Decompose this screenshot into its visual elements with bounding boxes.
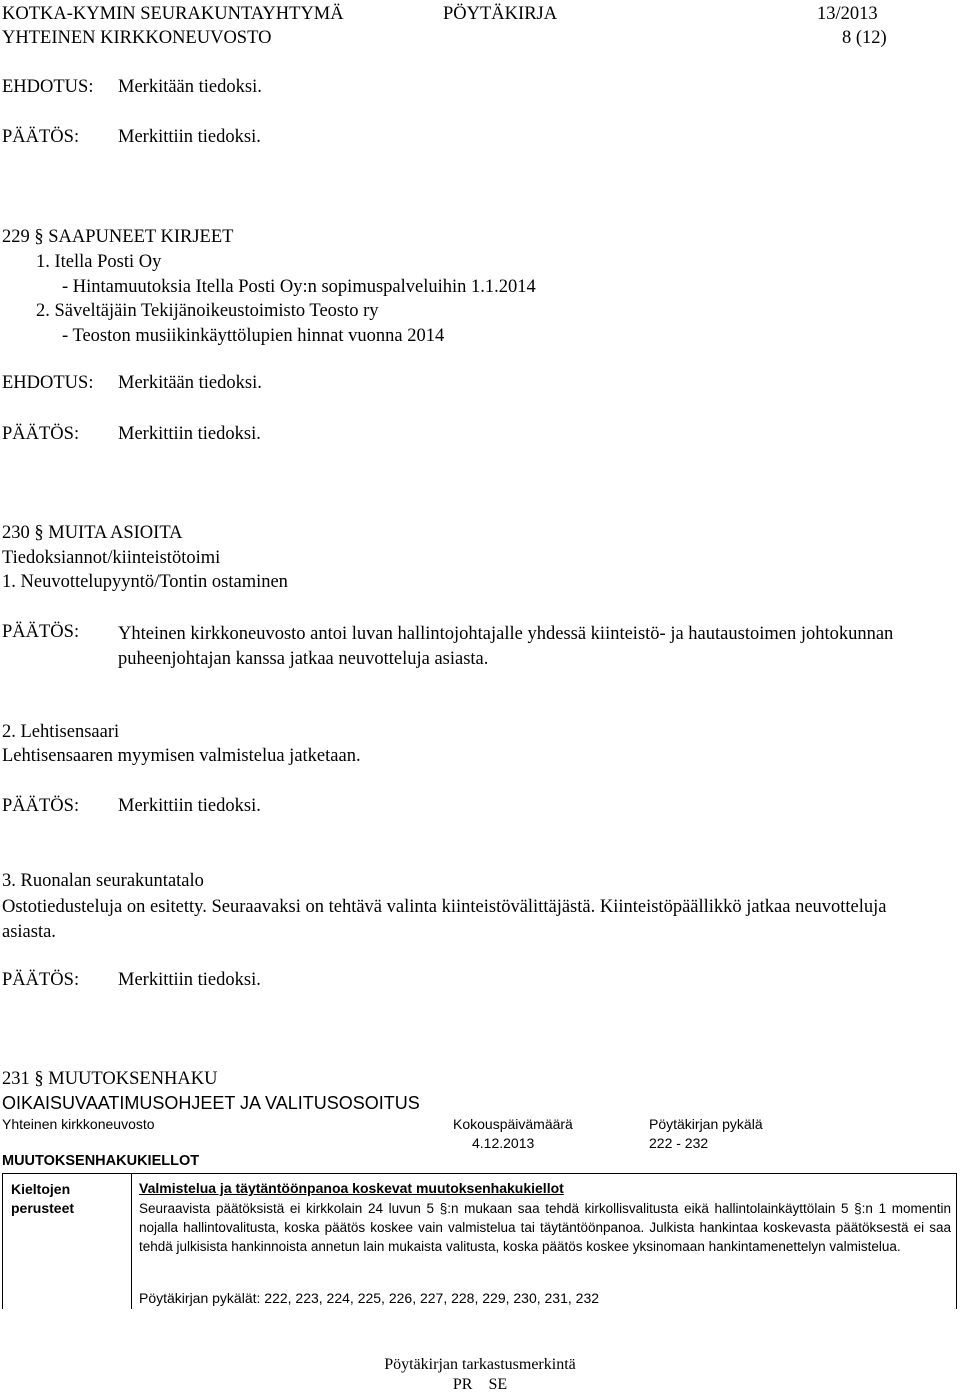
kiellot-heading: MUUTOKSENHAKUKIELLOT bbox=[2, 1153, 200, 1169]
section-230-subtitle: Tiedoksiannot/kiinteistötoimi bbox=[2, 548, 221, 568]
paatos-text: Merkittiin tiedoksi. bbox=[118, 424, 261, 444]
ehdotus-label: EHDOTUS: bbox=[2, 373, 94, 393]
section-229-item1-sub: - Hintamuutoksia Itella Posti Oy:n sopimuspalveluihin 1.1.2014 bbox=[62, 277, 536, 297]
table-right-text: Seuraavista päätöksistä ei kirkkolain 24 luvun 5 §:n mukaan saa tehdä kirkollisvalitusta eikä hallintolainkäyttölain 5 §:n 1 momentin nojalla hallintovalitusta, koska päätös koskee vain valmistelua tai täytäntöönpanoa. Julkista hankintaa koskevasta päätöksestä ei saa tehdä julkisista hankinnoista annetun lain mukaista valitusta, koska päätös koskee yksinomaan hankintamenettelyn valmistelua. bbox=[139, 1201, 951, 1254]
section-230-item3: 3. Ruonalan seurakuntatalo bbox=[2, 871, 204, 891]
paatos-label: PÄÄTÖS: bbox=[2, 970, 80, 990]
header-doc-type: PÖYTÄKIRJA bbox=[443, 4, 558, 24]
header-page: 8 (12) bbox=[842, 28, 887, 48]
section-230-item2: 2. Lehtisensaari bbox=[2, 722, 120, 742]
footer-label: Pöytäkirjan tarkastusmerkintä bbox=[384, 1356, 576, 1373]
section-230-item1-paatos bbox=[0, 622, 960, 674]
paatos-label: PÄÄTÖS: bbox=[2, 796, 80, 816]
section-229-item1: 1. Itella Posti Oy bbox=[36, 252, 162, 272]
table-right-footer: Pöytäkirjan pykälät: 222, 223, 224, 225, 226, 227, 228, 229, 230, 231, 232 bbox=[139, 1290, 600, 1306]
paatos-text: Merkittiin tiedoksi. bbox=[118, 970, 261, 990]
paatos-label: PÄÄTÖS: bbox=[2, 424, 80, 444]
table-left-header: Kieltojen perusteet bbox=[11, 1181, 75, 1216]
section-230-item2-text: Lehtisensaaren myymisen valmistelua jatketaan. bbox=[2, 746, 361, 766]
section-229-item2-sub: - Teoston musiikinkäyttölupien hinnat vuonna 2014 bbox=[62, 326, 445, 346]
section-231-subtitle: OIKAISUVAATIMUSOHJEET JA VALITUSOSOITUS bbox=[2, 1093, 420, 1113]
appeal-restrictions-table bbox=[2, 1173, 957, 1309]
section-229-item2: 2. Säveltäjäin Tekijänoikeustoimisto Teosto ry bbox=[36, 301, 379, 321]
header-org: KOTKA-KYMIN SEURAKUNTAYHTYMÄ bbox=[2, 4, 344, 24]
meeting-date-label: Kokouspäivämäärä bbox=[453, 1116, 573, 1132]
meeting-body-label: Yhteinen kirkkoneuvosto bbox=[2, 1116, 155, 1132]
section-230-title: 230 § MUITA ASIOITA bbox=[2, 523, 183, 543]
section-230-item1: 1. Neuvottelupyyntö/Tontin ostaminen bbox=[2, 572, 288, 592]
meeting-sections-value: 222 - 232 bbox=[649, 1135, 709, 1151]
footer-initials: PR SE bbox=[452, 1376, 508, 1393]
meeting-sections-label: Pöytäkirjan pykälä bbox=[649, 1116, 763, 1132]
section-229-title: 229 § SAAPUNEET KIRJEET bbox=[2, 227, 234, 247]
paatos-label: PÄÄTÖS: bbox=[2, 127, 80, 147]
ehdotus-label: EHDOTUS: bbox=[2, 77, 94, 97]
paatos-text: Yhteinen kirkkoneuvosto antoi luvan hallintojohtajalle yhdessä kiinteistö- ja hautaustoimen johtokunnan puheenjohtajan kanssa jatkaa neuvotteluja asiasta. bbox=[118, 624, 894, 669]
ehdotus-text: Merkitään tiedoksi. bbox=[118, 77, 262, 97]
table-right-column bbox=[132, 1174, 957, 1309]
meeting-date-value: 4.12.2013 bbox=[472, 1135, 535, 1151]
header-doc-number: 13/2013 bbox=[817, 4, 878, 24]
paatos-text: Merkittiin tiedoksi. bbox=[118, 796, 261, 816]
table-left-column bbox=[2, 1174, 132, 1309]
paatos-label: PÄÄTÖS: bbox=[2, 622, 80, 642]
section-230-item3-text: Ostotiedusteluja on esitetty. Seuraavaksi on tehtävä valinta kiinteistövälittäjästä. Kiinteistöpäällikkö jatkaa neuvotteluja asiasta. bbox=[2, 897, 887, 942]
header-body: YHTEINEN KIRKKONEUVOSTO bbox=[2, 28, 272, 48]
ehdotus-text: Merkitään tiedoksi. bbox=[118, 373, 262, 393]
section-231-title: 231 § MUUTOKSENHAKU bbox=[2, 1069, 218, 1089]
table-right-heading: Valmistelua ja täytäntöönpanoa koskevat muutoksenhakukiellot bbox=[139, 1180, 564, 1196]
paatos-text: Merkittiin tiedoksi. bbox=[118, 127, 261, 147]
